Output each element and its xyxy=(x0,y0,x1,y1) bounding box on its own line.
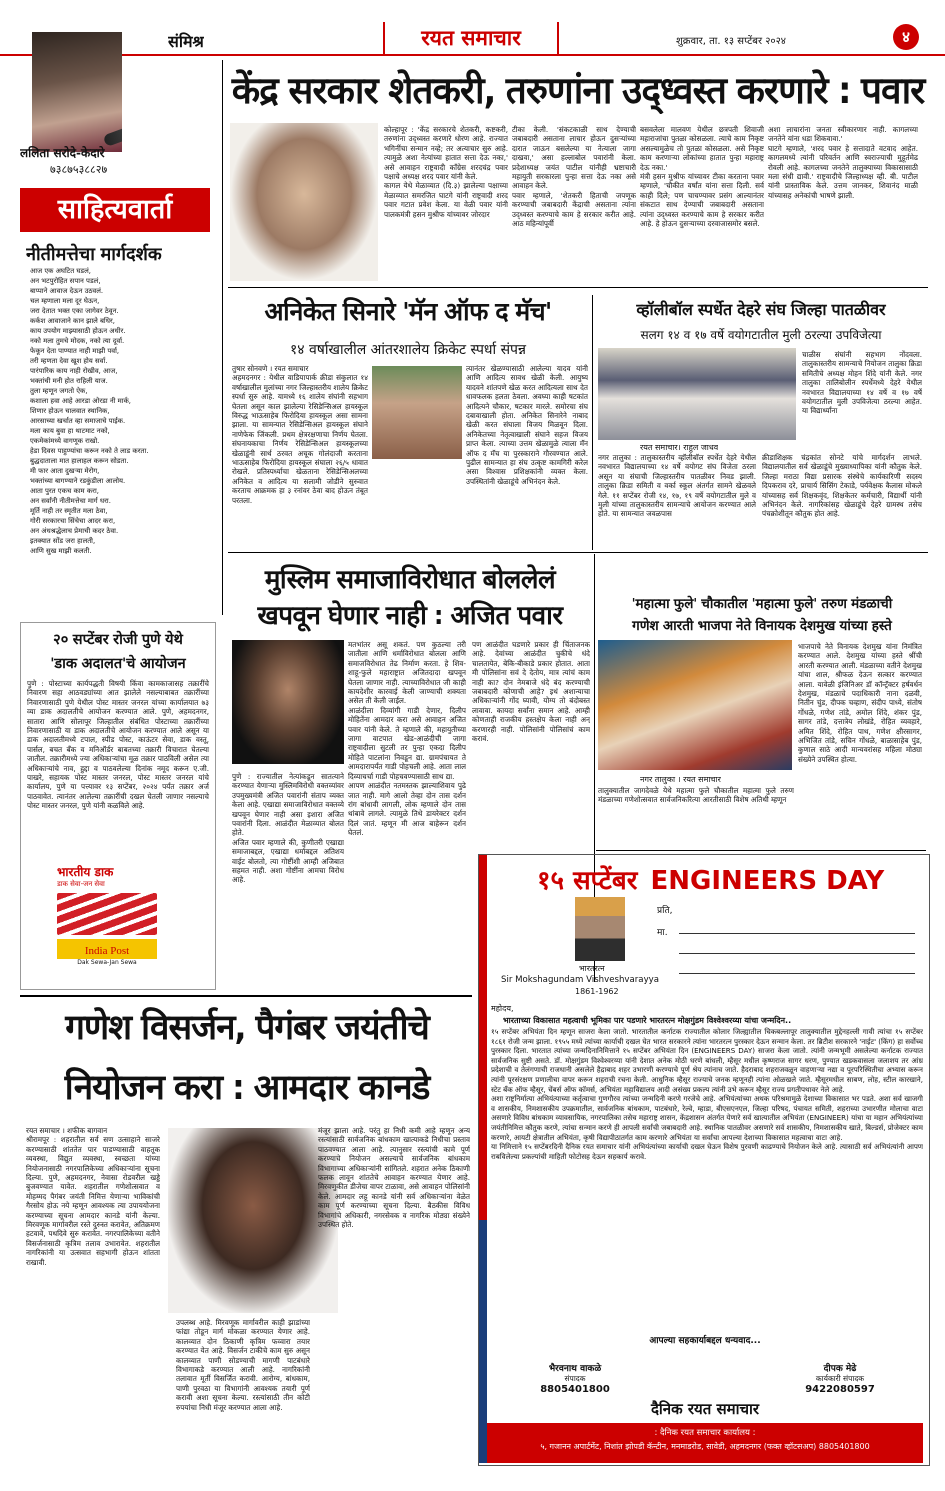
kande-col-3: मंजूर झाला आहे. परंतु हा निधी कमी आहे म्हणून अन्य रस्त्यांसाठी सार्वजनिक बांधकाम खात्याकडे निधीचा प्रस्ताव पाठवण्यात आला आहे. त्यानुसार रस्त्यांची कामे पूर्ण करण्याचे नियोजन असल्याचे सार्वजनिक बांधकाम विभागाच्या अधिकाऱ्यांनी सांगितले. शहरात अनेक ठिकाणी फलक लावून शांततेचे आवाहन करण्यात येणार आहे. मिरवणुकीत डीजेचा वापर टाळावा, असे आवाहन पोलिसांनी केले. आमदार लहू कानडे यांनी सर्व अधिकाऱ्यांना वेळेत काम पूर्ण करण्याच्या सूचना दिल्या. बैठकीस विविध विभागांचे अधिकारी, नगरसेवक व नागरिक मोठ्या संख्येने उपस्थित होते. xyxy=(318,1126,470,1230)
recipient-line-3 xyxy=(679,973,915,974)
office-footer xyxy=(487,1423,923,1463)
dak-title-2: 'डाक अदालत'चे आयोजन xyxy=(50,656,186,672)
portrait-name: Sir Mokshagundam Vishveshvarayya xyxy=(501,975,660,985)
letter-thanks: आपल्या सहकार्याबद्दल धन्यवाद... xyxy=(649,1336,761,1346)
pawar-col-1: कोल्हापूर : 'केंद्र सरकारचे शेतकरी, कष्टकरी, तरुणांना उद्ध्वस्त करणारे धोरण आहे. राज्यात भगिनींचा सन्मान नव्हे; तर अत्याचार सुरु आहे. त्यामुळे अशा नेत्यांच्या हातात सत्ता देऊ नका,' असे आवाहन राष्ट्रवादी काँग्रेस शरदचंद्र पवार पक्षाचे अध्यक्ष शरद पवार यांनी केले. कागल येथे मेळाव्यात (दि.३) झालेल्या पक्षाच्या मेळाव्यात समरजित घाटगे यांनी राष्ट्रवादी शरद पवार गटात प्रवेश केला. या वेळी पवार यांनी पालकमंत्री हसन मुश्रीफ यांच्यावर जोरदार xyxy=(384,125,508,219)
volleyball-headline: व्हॉलीबॉल स्पर्धेत देहरे संघ जिल्हा पातळीवर xyxy=(636,300,886,319)
kande-col-1: रयत समाचार । शफीक बागवान श्रीरामपूर : शहरातील सर्व सण उत्साहाने साजरे करण्यासाठी शांततेत पार पाडण्यासाठी वाहतूक व्यवस्था, विद्युत व्यवस्था, स्वच्छता यांच्या नियोजनासाठी नगरपालिकेच्या अधिकाऱ्यांना सूचना दिल्या. पुणे, अहमदनगर, नेवासा रोडवरील खड्डे बुजवण्यात यावेत. शहरातील गणेशोत्सवात व मोहम्मद पैगंबर जयंती निमित्त येणाऱ्या भाविकांची गैरसोय होऊ नये म्हणून आवश्यक त्या उपाययोजना करण्याच्या सूचना आमदार कानडे यांनी केल्या. मिरवणूक मार्गावरील रस्ते दुरुस्त करावेत, अतिक्रमण हटवावे, पथदिवे सुरु करावेत. नगरपालिकेच्या वतीने विसर्जनासाठी कृत्रिम तलाव उभारावेत. शहरातील नागरिकांनी या उत्सवात सहभागी होऊन शांतता राखावी. xyxy=(26,1126,160,1267)
muslim-headline-2: खपवून घेणार नाही : अजित पवार xyxy=(257,601,563,631)
sharad-pawar-photo xyxy=(230,123,378,281)
sahitya-box xyxy=(20,30,215,620)
sahitya-banner xyxy=(20,188,210,232)
letter-lead: भारताच्या विकासात महत्वाची भूमिका पार पडणारे भारतरत्न मोक्षगुंडम विश्वेश्वरय्या यांचा जन्मदिन.. xyxy=(503,1016,792,1025)
sahitya-banner-text: साहित्यवार्ता xyxy=(57,194,173,225)
portrait-title: भारतरत्न xyxy=(579,964,605,973)
mandal-headline-2: गणेश आरती भाजपा नेते विनायक देशमुख यांच्या हस्ते xyxy=(632,618,892,634)
signatory-1-phone: 8805401800 xyxy=(540,1384,610,1395)
recipient-line-1 xyxy=(679,933,915,934)
mandal-aarti-photo xyxy=(598,640,792,770)
volleyball-caption: रयत समाचार। राहुल जाधव xyxy=(640,443,719,452)
dak-body: पुणे : पोस्टाच्या कार्यपद्धती विषयी किंवा कामकाजासह तक्रारींचे निवारण सहा आठवड्यांच्या आत झालेले नसल्याबाबत तक्रारींच्या निवारणासाठी पुणे येथील पोस्ट मास्तर जनरल यांच्या कार्यालयात ७३ व्या डाक अदालतीचे आयोजन करण्यात आले. पुणे, अहमदनगर, सातारा आणि सोलापूर जिल्हातील संबंधित पोस्टाच्या तक्रारींच्या निवारणासाठी या डाक अदालतीचे आयोजन करण्यात आले असून या डाक अदालतीमध्ये टपाल, स्पीड पोस्ट, काऊंटर सेवा, डाक वस्तू, पार्सल, बचत बँक व मनिऑर्डर बाबतच्या तक्रारी विचारात घेतल्या जातील. तक्रारीमध्ये ज्या अधिकाऱ्यांचा मूळ तक्रार पाठविली असेल त्या अधिकाऱ्यांचे नाव, हुद्दा व पाठवलेल्या दिनांक नमूद करून ए.जी. पाखरे, सहायक पोस्ट मास्तर जनरल, पोस्ट मास्तर जनरल यांचे कार्यालय, पुणे या पत्त्यावर १३ सप्टेंबर, २०२४ पर्यंत तक्रार अर्ज पाठवावेत. त्यानंतर आलेल्या तक्रारींची दखल घेतली जाणार नसल्याचे पोस्ट मास्तर जनरल, पुणे यांनी कळविले आहे. xyxy=(27,679,209,811)
signatory-1-name: भैरवनाथ वाकळे xyxy=(548,1364,602,1374)
signatory-1 xyxy=(515,1361,635,1395)
india-post-brand-bar xyxy=(57,939,157,959)
aniket-subhead: १४ वर्षाखालील आंतरशालेय क्रिकेट स्पर्धा संपन्न xyxy=(290,342,526,358)
ajit-pawar-photo xyxy=(232,640,344,764)
signatory-2-name: दीपक मेढे xyxy=(823,1364,857,1374)
engineers-banner-accent xyxy=(479,855,487,1463)
mandal-right-col: भाजपाचे नेते विनायक देशमुख यांना निमंत्रित करण्यात आले. देशमुख यांच्या हस्ते श्रींची आरती करण्यात आली. मंडळाच्या वतीने देशमुख यांचा शाल, श्रीफळ देऊन सत्कार करण्यात आला. यावेळी इंजिनिअर डॉ कॉन्ट्रॅक्टर हर्षवर्धन देशमुख, मंडळाचे पदाधिकारी नाना दळवी, नितीन चुंड, दीपक चव्हाण, संदीप पाध्ये, संतोष गोंधळे, गणेश तांडे, अमोल शिंदे, शंकर पुंड, सागर तांडे, दत्तात्रेय लोखंडे, रोहित व्यवहारे, अमित शिंदे, रोहित पाथ, गणेश क्षीरसागर, अभिजित तांडे, सचिन गोंधळे, बाळासाहेब पुंड, कुणाल साठे आदी मान्यवरांसह महिला मोठ्या संख्येने उपस्थित होत्या. xyxy=(798,642,922,764)
vishveshvarayya-portrait xyxy=(575,897,625,961)
kande-headline-2: नियोजन करा : आमदार कानडे xyxy=(64,1068,430,1108)
volleyball-subhead: सलग १४ व १७ वर्षे वयोगटातील मुली ठरल्या उपविजेत्या xyxy=(640,328,882,342)
columnist-photo xyxy=(32,32,122,152)
muslim-col-2: मतभांतर असू शकतं. पण कुठल्या तरी जातीला आणि धर्माविरोधात बोलला आणि समाजविरोधात तेढ निर्माण करता. हे शिव-शाहू-फुले महाराष्ट्रात अजितदादा खपवून घेतला जाणार नाही. त्याच्याविरोधात जी काही कायदेशीर कारवाई केली जाण्याची शक्यता असेल ती केली जाईल. आळंदीला दिव्यांगी गाडी देणार, दिलीप मोहितेंना आमदार करा असे आवाहन अजित पवार यांनी केले. ते म्हणाले की, महायुतीच्या जागा वाटपात खेड-आळंदीची जागा राष्ट्रवादीला सुटली तर पुन्हा एकदा दिलीप मोहिते पाटलांना निवडून द्या. ग्रामपंचायत ते आमदारापर्यंत गाडी पोहचली आहे. आता लाल दिव्याचर्चा गाडी पोहचवण्यासाठी साथ द्या. आपण आळंदीत नतमस्तक झाल्याशिवाय पुढे जात नाही. मागे आलो तेव्हा दोन तास दर्शन रांग बांधावी लागली, लोक म्हणाले दोन तास थांबावे लागले. त्यामुळे तिथे डायरेक्टर दर्शन दिलं जातं. म्हणून मी आज बाहेरून दर्शन घेतलं. xyxy=(348,640,466,838)
muslim-col-3: पण आळंदीत घडणारे प्रकार ही चिंताजनक आहे. देवांच्या आळंदीत चुकीचे धंदे चालतायेत, बेकि-बीकाडे प्रकार होतात. आता मी पोलिसांना सवं दे देतोय, मात्र त्यांचं काम नाही का? दोन नेमबाजे धंदे बंद करण्याची जबाबदारी कोणाची आहे? इथं अशान्याचा अधिकाऱ्यांनी गोंद घ्यावी, योग्य तो बंदोबस्त लावावा. कायदा सर्वांना समान आहे. आम्ही कोणताही राजकीय हस्तक्षेप केला नाही अन् करणारही नाही. पोलिसांनी पोलिसांचं काम करावं. xyxy=(472,640,590,744)
letter-salutation: महोदय, xyxy=(491,1004,514,1013)
engineers-banner-en: ENGINEERS DAY xyxy=(650,866,885,896)
pen-graphic xyxy=(103,105,122,147)
poem-text: आज एक अघटित घडलं, अन भटपुरोहित सपान पडलं, बाप्पाने आवाज देऊन उठवलं. चल म्हणाला मला दूर घेऊन, जरा देतात भक्त एका जागेवर ठेवून. कर्कश आवाजाने कान झाले बधिर, काय उपयोग माझ्यासाठी होऊन अधीर. नको मला तुमचे मोदक, नको त्या दूर्वा. फेकून देता पाण्यात नाही माझी पर्वा, तरी म्हणता देवा खूश होय सर्वा. पारंपारिक काय नाही रोखीव, आज, भक्तांची मनी होत राहिली याज. तुला म्हणून जगतो ऐक, कशाला हवा आहे आरडा ओरडा नी मार्क, शिणार होऊन चालवात स्थानिक, आरसाच्या खर्चात व्हा समाजाचे पाईक. मला काय बुवा हा थाटमाट नको, एकमेकांमध्ये वागणूक राखो. हेडा दिवस पाहुण्यांचा करून नको ते लाड करता. बुद्धदाताला मात हालाहल करून सोडता. मी फार आता दुखऱ्या मेरोग, भक्तांच्या बागण्याने रडकुंडीला आलोय. आता पुरत एकच काम करा, अन सर्वांनी नीतीमत्तेचा मार्ग धरा. मूर्ति नाही तर स्मृतीत मला ठेवा, गोरी सरकारचा सिंचेचा आदर करा, अन अंधश्रद्धेलाच प्रेमाची कदर ठेवा. इतक्यात सोंड जरा हालती, आणि सुख माझी कलती. xyxy=(30,267,149,555)
signatory-1-role: संपादक xyxy=(564,1374,586,1383)
signatory-2-phone: 9422080597 xyxy=(805,1384,875,1395)
muslim-col-1: पुणे : राज्यातील नेत्यांकडून सातत्याने करण्यात येणाऱ्या मुस्लिमविरोधी वक्तव्यांवर उपमुख्यमंत्री अजित पवारांनी संताप व्यक्त केला आहे. एखाद्या समाजाविरोधात वक्तव्ये खपवून घेणार नाही असा इशारा अजित पवारांनी दिला. आळंदीत मेळाव्यात बोलत होते. अजित पवार म्हणाले की, कुणीतरी एखाद्या समाजाबद्दल, एखाद्या धर्माबद्दल अतिशय वाईट बोलतो, त्या गोष्टींशी आम्ही अजिबात सहमत नाही. अशा गोष्टींना आमचा विरोध आहे. xyxy=(232,772,344,885)
pawar-col-3: बसवलेला मालवण येथील छत्रपती शिवाजी महाराजांचा पुतळा कोसळला. त्याचे काम निकृष्ट असल्यामुळेच तो पुतळा कोसळला. असे निकृष्ट काम करणाऱ्या लोकांच्या हातात पुन्हा महाराष्ट्र देऊ नका.' मंत्री हसन मुश्रीफ यांच्यावर टीका करताना पवार म्हणाले, 'चौकीत वर्षांत यांना सत्ता दिली. सर्व काही दिले; पण चाचण्यावर प्रसंग आल्यानंतर संकटात साथ देण्याची जबाबदारी असताना त्यांना उद्ध्वस्त करण्याचे काम हे सरकार करीत आहे. हे होऊन दुसऱ्याच्या दरवाजासमोर बसले. xyxy=(640,125,764,229)
office-footer-title: : दैनिक रयत समाचार कार्यालय : xyxy=(654,1428,756,1438)
recipient-ma-label: मा. xyxy=(657,928,668,938)
engineers-day-box xyxy=(478,854,930,1466)
muslim-headline-1: मुस्लिम समाजाविरोधात बोललेलं xyxy=(264,565,556,595)
page-number: ४ xyxy=(893,24,919,50)
office-footer-address: ५, गजानन अपार्टमेंट, निशांत झोपडी कॅन्टीन, मनमाडरोड, सावेडी, अहमदनगर (फक्त व्हॉटसअप) 8805401800 xyxy=(540,1442,870,1451)
kande-photo xyxy=(168,1128,338,1313)
india-post-brand: India Post xyxy=(84,945,130,957)
dak-logo-sub: डाक सेवा-जन सेवा xyxy=(57,880,105,888)
volleyball-col-2: क्रीडाशिक्षक चंद्रकांत सोनटे यांचे मार्गदर्शन लाभले. विद्यालयातील सर्व खेळाडूंचे मुख्याध्यापिका यांनी कौतुक केले. जिल्हा मराठा विद्या प्रसारक संस्थेचे कार्यकारिणी सदस्य दिपकराव दरे, प्राचार्य सिसिंग टेकाडे, पर्यवेक्षक कैलास मोकले यांच्यासह सर्व शिक्षकवृंद, शिक्षकेतर कर्मचारी, विद्यार्थी यांनी अभिनंदन केले. नागरिकांसह खेळाडूंचे देहरे ग्रामस्थ तसेच पंचक्रोशीतून कौतुक होत आहे. xyxy=(762,453,922,519)
aniket-photo xyxy=(372,366,462,459)
mandal-headline-1: 'महात्मा फुले' चौकातील 'महात्मा फुले' तरुण मंडळाची xyxy=(631,596,893,612)
portrait-years: 1861-1962 xyxy=(575,987,619,996)
pawar-col-2: टीका केली. 'संकटकाळी साथ देण्याची जबाबदारी असताना लाचार होऊन दुसऱ्यांच्या दारात जाऊन बसलेल्या या नेत्याला जागा दाखवा,' असा हल्लाबोल पवारांनी केला. प्रदेशाध्यक्ष जयंत पाटील यांनीही भ्रष्टाचारी महायुती सरकारला पुन्हा सत्ता देऊ नका असे आवाहन केले. पवार म्हणाले, 'शेतकरी हिताची जपणूक करण्याची जबाबदारी केंद्राची असताना त्यांना उद्ध्वस्त करण्याचे काम हे सरकार करीत आहे. आठ महिन्यांपूर्वी xyxy=(512,125,636,229)
kande-col-2: उपलब्ध आहे. मिरवणूक मार्गावरील काही झाडांच्या फांद्या तोडून मार्ग मोकळा करण्यात येणार आहे. कालव्यात दोन ठिकाणी कृत्रिम फव्वारा तयार करण्यात येत आहे. विसर्जन टाकीचे काम सुरु असून कालव्यात पाणी सोडण्याची मागणी पाटबंधारे विभागाकडे करण्यात आली आहे. नागरिकांनी तलावात मूर्ती विसर्जित करावी. आरोग्य, बांधकाम, पाणी पुरवठा या विभागांनी आवश्यक तयारी पूर्ण करावी अशा सूचना केल्या. रस्त्यांसाठी तीन कोटी रुपयांचा निधी मंजूर करण्यात आला आहे. xyxy=(176,1318,310,1412)
india-post-logo xyxy=(57,863,181,983)
letter-body: १५ सप्टेंबर अभियंता दिन म्हणून साजरा केला जातो. भारतातील कर्नाटक राज्यातील कोलार जिल्ह्यातील चिकबल्लापूर तालुक्यातील मुद्देनहल्ली गावी त्यांचा १५ सप्टेंबर १८६१ रोजी जन्म झाला. १९५५ मध्ये त्यांच्या कार्याची दखल घेत भारत सरकारने त्यांना भारतरत्न पुरस्कार देऊन सन्मान केला. तर ब्रिटीश सरकारने 'नाईट' (किंग) हा सर्वोच्च पुरस्कार दिला. भारतात त्यांच्या जन्मदिनानिमित्ताने १५ सप्टेंबर अभियंता दिन (ENGINEERS DAY) साजरा केला जातो. त्यांनी जन्मभूमी असलेल्या कर्नाटक राज्यात सार्वजनिक सुष्टी असते. डॉ. मोक्षगुंडम विश्वेश्वरय्या यांनी देशात अनेक मोठी धरणे बांधली, म्हैसूर मधील कृष्णराज सागर धरण, पुण्यात खडकवासला जलाशय तर आंध्र प्रदेशाची व तेलंगणाची राजधानी असलेले हैद्राबाद शहर उभारणी करण्याचे पूर्ण श्रेय त्यांनाच जाते. हैदराबाद शहराजवळून वाहणाऱ्या नद्या व पूरपरिस्थितीचा अभ्यास करून त्यांनी पूरसंरक्षण प्रणालीचा वापर करून शहराची रचना केली. आधुनिक म्हैसूर राज्याचे जनक म्हणूनही त्यांना ओळखले जाते. म्हैसूरमधील साबण, लोह, स्टील कारखाने, स्टेट बँक ऑफ म्हैसूर, चेंबर्स ऑफ कॉमर्स, अभियंता महाविद्यालय आदी असंख्य प्रकल्प त्यांनी उभे करून म्हैसूर राज्य प्रगतीपथावर नेले आहे. अशा राष्ट्रनिर्मात्या अभियंत्याच्या कर्तृत्वाचा गुणगौरव त्यांच्या जन्मदिनी करणे गरजेचे आहे. अभियंत्यांच्या अथक परिश्रमामुळे देशाच्या विकासात भर पडते. अशा सर्व खाजगी व शासकीय, निमशासकीय उपक्रमातील, सार्वजनिक बांधकाम, पाटबंधारे, रेल्वे, म्हाडा, बीएसएनएल, जिल्हा परिषद, पंचायत समिती, शहराच्या उभारणीत मोलाचा वाटा असणारे विविध बांधकाम व्यावसायिक, नगरपालिका तसेच महाराष्ट्र शासन, केंद्रशासन अंतर्गत येणारे सर्व खात्यातील अभियंता (ENGINEER) यांचा या महान अभियंत्यांच्या जयंतीनिमित्त कौतुक करणे, त्यांचा सन्मान करणे ही आपली सर्वांची जबाबदारी आहे. स्थानिक पातळीवर असणारे सर्व शासकीय, निमशासकीय खाते, बिल्डर्स, प्रोजेक्टर काम करणारे, आयटी क्षेत्रातील अभियंता, कृषी विद्यापीठातर्गत काम करणारे अभियंता या सर्वांचा आपल्या देशाच्या विकासात महत्वाचा वाटा आहे. या निमित्ताने १५ सप्टेंबरदिनी दैनिक रयत समाचार यांनी अभियंत्यांच्या कार्याची दखल घेऊन विशेष पुरवणी काढण्याचे नियोजन केले आहे. त्यासाठी सर्व अभियंत्यांनी आपण राबविलेल्या प्रकल्पांची माहिती फोटोसह देऊन सहकार्य करावे. xyxy=(491,1027,923,1161)
main-headline: केंद्र सरकार शेतकरी, तरुणांना उद्ध्वस्त करणारे : पवार xyxy=(231,69,925,112)
letter-paper-name: दैनिक रयत समाचार xyxy=(650,1400,760,1418)
engineers-banner-mr: १५ सप्टेंबर xyxy=(537,866,638,896)
dak-story-box xyxy=(20,622,216,990)
aniket-col-2: त्यानंतर खेळण्यासाठी आलेल्या यादव यांनी आणि आदित्य सावध खेळी केली. आयुष्य यादवने शांतपणे खेळ करत आदित्यला साथ देत धावफलक हलता ठेवला. अवघ्या काही षटकांत आदित्यने चौकार, षटकार मारले. समोरचा संघ दबावाखाली होता. अनिकेत सिनारेने नाबाद खेळी करत संघाला विजय मिळवून दिला. अनिकेतच्या नेतृत्वाखाली संघाने सहज विजय प्राप्त केला. त्याच्या उत्तम खेळामुळे त्याला मॅन ऑफ द मॅच या पुरस्काराने गौरवण्यात आले. पुढील सामन्यात हा संघ उत्कृष्ट कामगिरी करेल असा विश्वास प्रशिक्षकांनी व्यक्त केला. उपस्थितांनी खेळाडूंचे अभिनंदन केले. xyxy=(466,364,588,486)
volleyball-team-photo xyxy=(598,348,796,440)
mandal-body: तालुक्यातील जागदेवळे येथे महात्मा फुले चौकातील महात्मा फुले तरुण मंडळाच्या गणेशोत्सवात सार्वजनिकरित्या आरतीसाठी विशेष अतिथी म्हणून xyxy=(598,786,794,805)
aniket-col-1: तुषार सोनवणे । रयत समाचार अहमदनगर : येथील वाडियापार्क क्रीडा संकुलात १४ वर्षाखालील मुलांच्या नगर जिल्हास्तरीय शालेय क्रिकेट स्पर्धा सुरु आहे. यामध्ये १६ शालेय संघांनी सहभाग घेतला असून काल झालेल्या रेसिडेन्सिअल हायस्कूल विरुद्ध भाऊसाहेब फिरोदिया हायस्कूल असा सामना झाला. या सामन्यात रेसिडेन्सिअल हायस्कूल संघाने नाणेफेक जिंकली. प्रथम क्षेत्ररक्षणाचा निर्णय घेतला. संघनायकाचा निर्णय रेसिडेन्सिअल हायस्कूलच्या खेळाडूंनी सार्थ ठरवत अचूक गोलंदाजी करताना भाऊसाहेब फिरोदिया हायस्कूल संघाला २६/५ धावात रोखले. प्रतिस्पर्ध्याचा खेळताना रेसिडेन्सिअलच्या अनिकेत व आदित्य या सलामी जोडीने सुरुवात करताच आक्रमक हा ३ रनांवर ठेवा बाद होऊन तंबूत परतला. xyxy=(232,364,368,505)
signatory-2 xyxy=(775,1361,905,1395)
volleyball-col-1: नगर तालुका : तालुकास्तरीय व्हॉलीबॉल स्पर्धेत देहरे येथील नवभारत विद्यालयाच्या १४ वर्षे वयोगट संघ विजेता ठरला असून या संघाची जिल्हास्तरीय पातळीवर निवड झाली. तालुका क्रिडा समिती व वर्का स्कूल अंतर्गत सामने खेळवले गेले. ११ सप्टेंबर रोजी १४, १७, १९ वर्षे वयोगटातील मुले व मुली यांच्या तालुकास्तरीय सामन्याचे आयोजन करण्यात आले होते. या सामन्यात जवळपास xyxy=(598,453,756,519)
poem-title: नीतीमत्तेचा मार्गदर्शक xyxy=(26,244,162,265)
aniket-headline: अनिकेत सिनारे 'मॅन ऑफ द मॅच' xyxy=(264,297,552,326)
columnist-name: ललिता सरोदे-केदारे xyxy=(20,146,105,160)
india-post-tag: Dak Sewa-Jan Sewa xyxy=(77,959,137,966)
paper-title: रयत समाचार xyxy=(421,26,521,50)
issue-date: शुक्रवार, ता. १३ सप्टेंबर २०२४ xyxy=(676,36,787,47)
dak-logo-text: भारतीय डाक xyxy=(57,865,114,879)
dak-title-1: २० सप्टेंबर रोजी पुणे येथे xyxy=(53,632,183,648)
mandal-caption: नगर तालुका । रयत समाचार xyxy=(640,775,721,784)
recipient-label: प्रति, xyxy=(657,906,673,916)
paper-title-box xyxy=(383,22,559,54)
section-label: संमिश्र xyxy=(168,32,204,51)
columnist-phone: ७३८७५३८८२७ xyxy=(50,163,108,176)
recipient-line-2 xyxy=(679,953,915,954)
volleyball-right-col: चाळीस संघांनी सहभाग नोंदवला. तालुकास्तरीय सामन्याचे नियोजन तालुका क्रिडा समितीचे अध्यक्ष मोहन शिंदे यांनी केले. नगर तालुका तालिबोलीन स्पर्धेमध्ये देहरे येथील नवभारत विद्यालयाच्या १४ वर्षे व १७ वर्षे वयोगटातील मुली उपविजेत्या ठरल्या आहेत. या विद्यार्थ्यांना xyxy=(802,350,922,416)
kande-headline-1: गणेश विसर्जन, पैगंबर जयंतीचे xyxy=(65,1008,429,1048)
signatory-2-role: कार्यकारी संपादक xyxy=(815,1374,865,1383)
pawar-col-4: अशा लाचारांना जनता स्वीकारणार नाही. कागलच्या जनतेने यांना धडा शिकवावा.' घाटगे म्हणाले, 'शरद पवार हे सत्तादाते वटवाद आहेत. कागलमध्ये त्यांनी परिवर्तन आणि स्वराज्याची मुहूर्तमेढ रोवली आहे. कागलच्या जनतेने तालुक्याच्या विकासासाठी मला संधी द्यावी.' राष्ट्रवादीचे जिल्हाध्यक्ष व्ही. बी. पाटील यांनी प्रास्ताविक केले. उत्तम जानकर, शिवानंद माळी यांच्यासह अनेकांची भाषणे झाली. xyxy=(768,125,918,200)
india-post-emblem xyxy=(57,893,157,935)
